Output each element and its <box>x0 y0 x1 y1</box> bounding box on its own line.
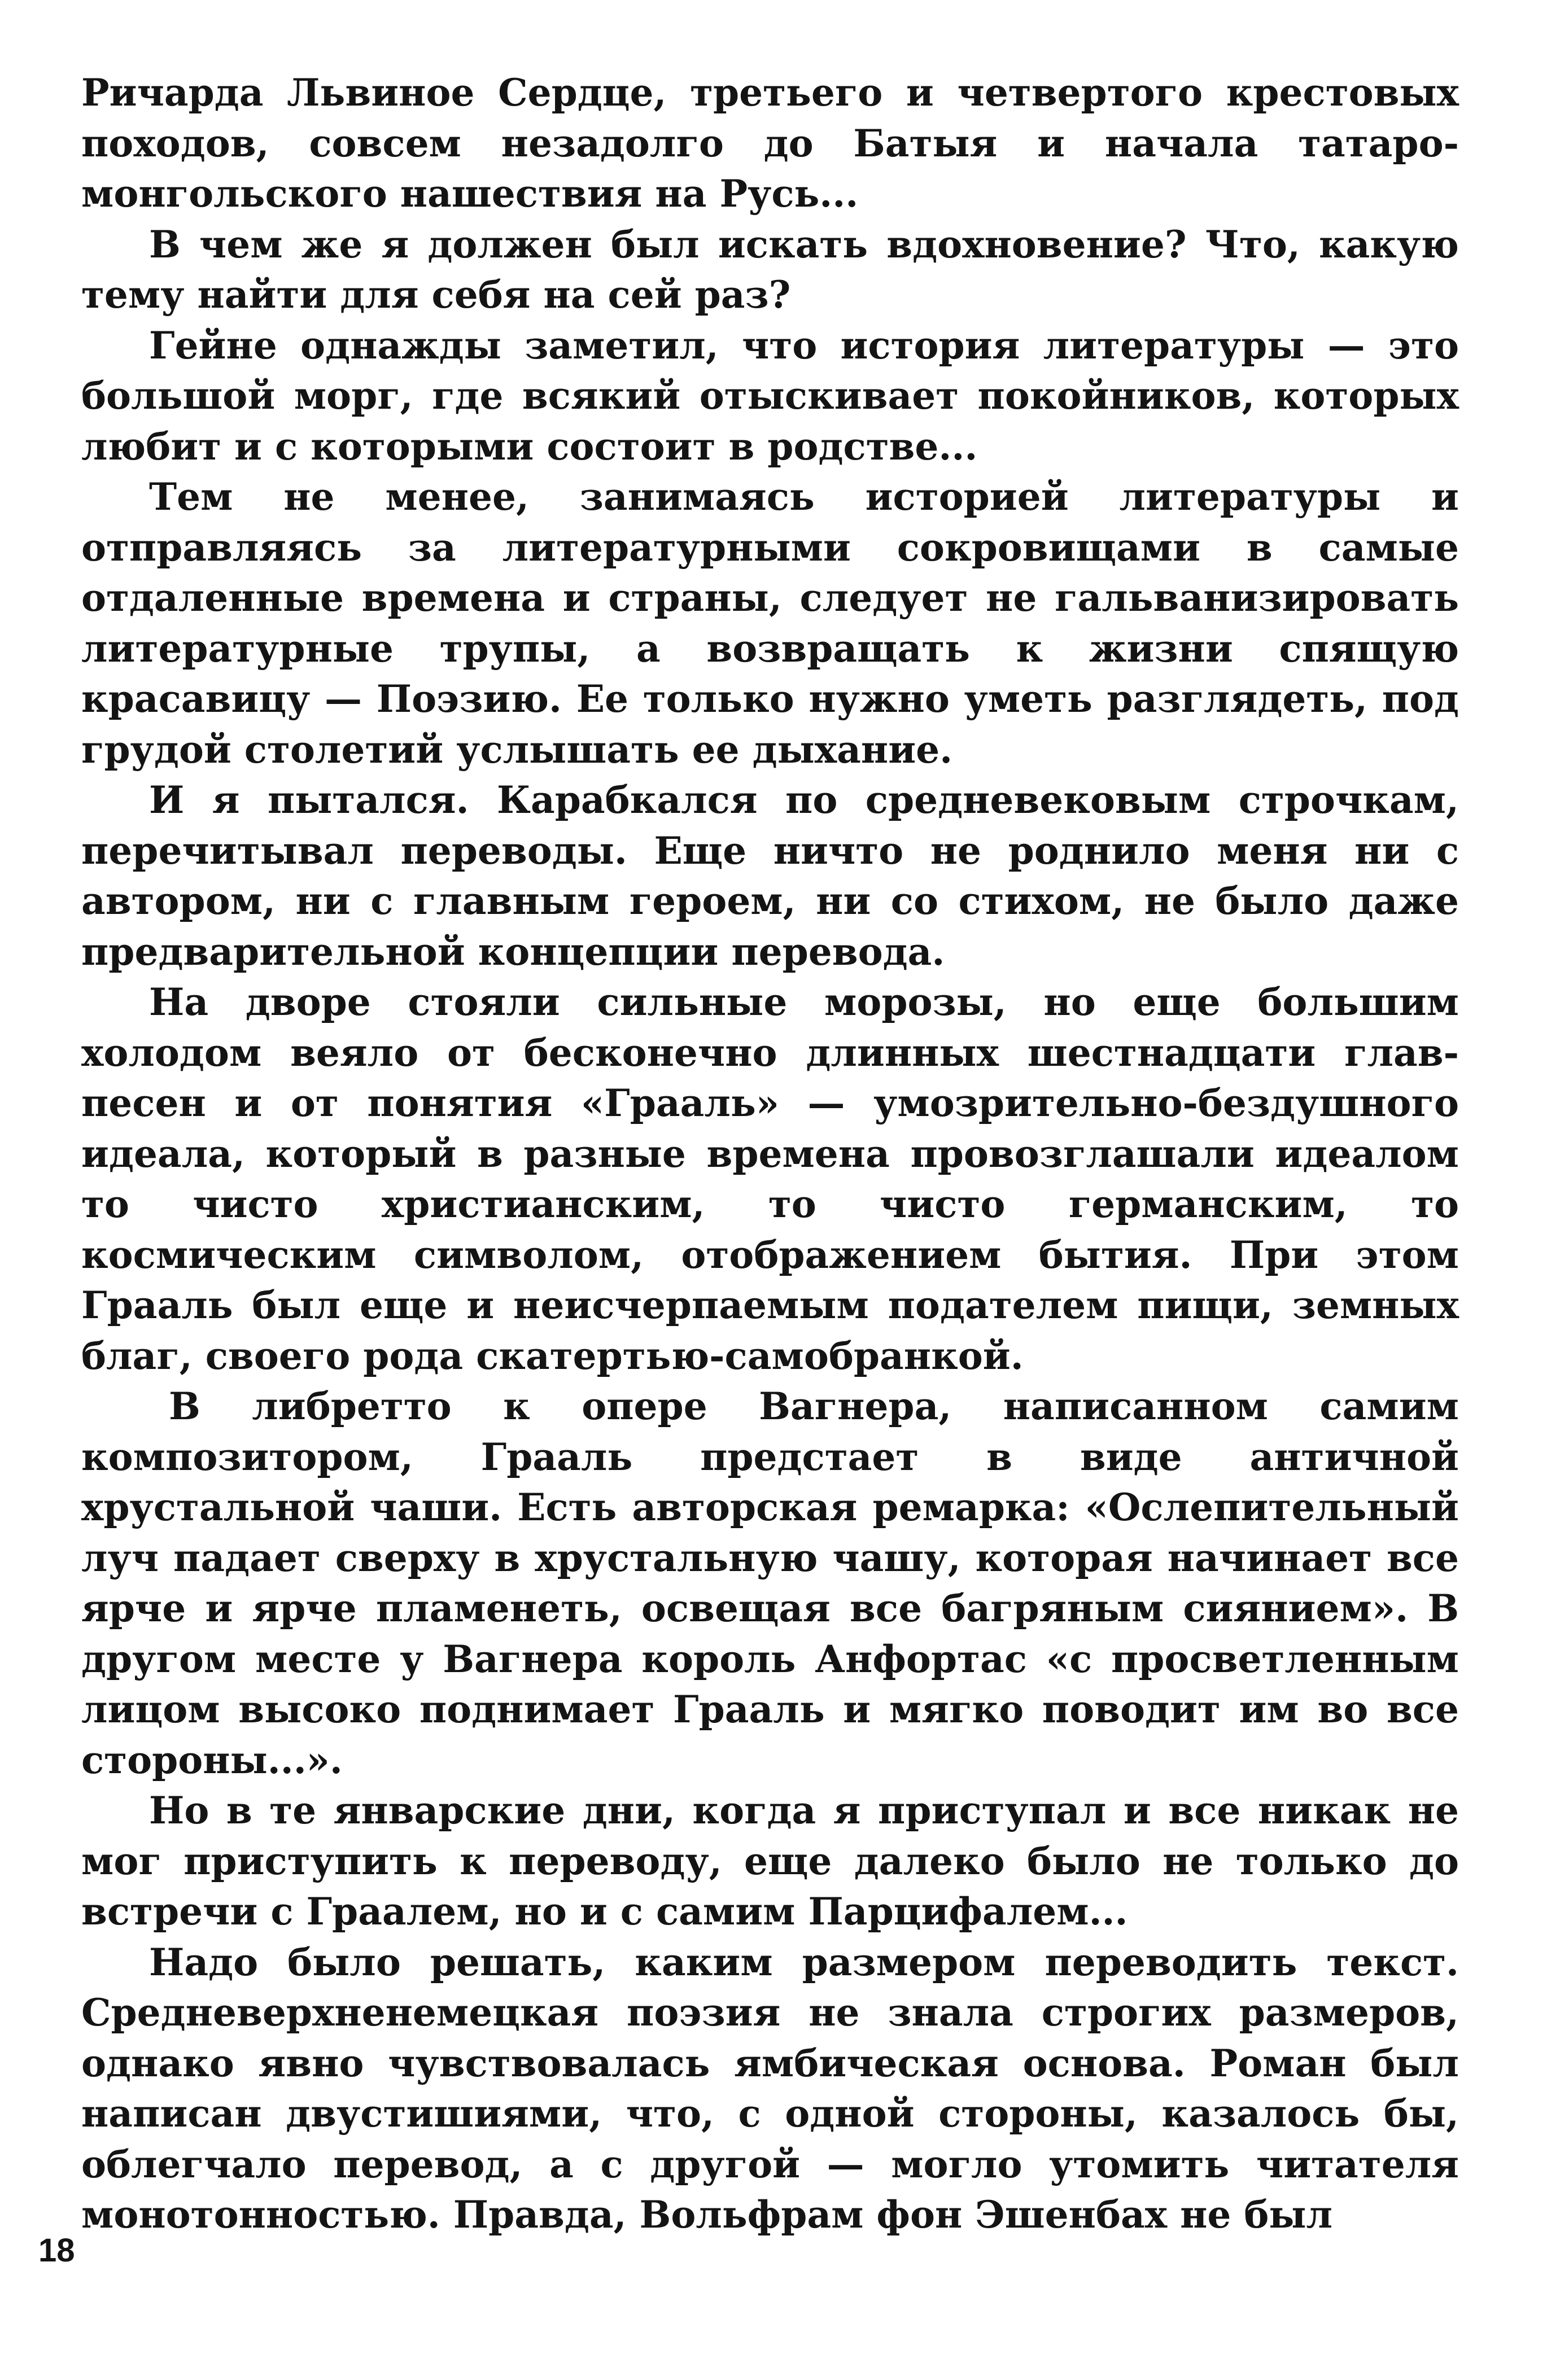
paragraph-3: Гейне однажды заметил, что история литературы — это большой морг, где всякий отыскивает покойников, которых любит и с которыми состоит в родстве... <box>81 323 1459 469</box>
paragraph-8: Но в те январские дни, когда я приступал и все никак не мог приступить к переводу, еще далеко было не только до встречи с Граалем, но и с самим Парцифалем... <box>81 1788 1459 1933</box>
body-text <box>81 68 1459 2241</box>
paragraph-2: В чем же я должен был искать вдохновение? Что, какую тему найти для себя на сей раз? <box>81 222 1459 317</box>
paragraph-9: Надо было решать, каким размером переводить текст. Средневерхненемецкая поэзия не знала строгих размеров, однако явно чувствовалась ямбическая основа. Роман был написан двустишиями, что, с одной стороны, казалось бы, облегчало перевод, а с другой — могло утомить читателя монотонностью. Правда, Вольфрам фон Эшенбах не был <box>81 1940 1459 2237</box>
paragraph-7: В либретто к опере Вагнера, написанном самим композитором, Грааль предстает в виде античной хрустальной чаши. Есть авторская ремарка: «Ослепительный луч падает сверху в хрустальную чашу, которая начинает все ярче и ярче пламенеть, освещая все багряным сиянием». В другом месте у Вагнера король Анфортас «с просветленным лицом высоко поднимает Грааль и мягко поводит им во все стороны...». <box>81 1384 1459 1782</box>
paragraph-4: Тем не менее, занимаясь историей литературы и отправляясь за литературными сокровищами в самые отдаленные времена и страны, следует не гальванизировать литературные трупы, а возвращать к жизни спящую красавицу — Поэзию. Ее только нужно уметь разглядеть, под грудой столетий услышать ее дыхание. <box>81 475 1459 772</box>
paragraph-1: Ричарда Львиное Сердце, третьего и четвертого крестовых походов, совсем незадолго до Батыя и начала татаро-монгольского нашествия на Русь... <box>81 71 1459 216</box>
paragraph-5: И я пытался. Карабкался по средневековым строчкам, перечитывал переводы. Еще ничто не роднило меня ни с автором, ни с главным героем, ни со стихом, не было даже предварительной концепции перевода. <box>81 778 1459 974</box>
page-number: 18 <box>38 2232 75 2269</box>
paragraph-6: На дворе стояли сильные морозы, но еще большим холодом веяло от бесконечно длинных шестнадцати глав-песен и от понятия «Грааль» — умозрительно-бездушного идеала, который в разные времена провозглашали идеалом то чисто христианским, то чисто германским, то космическим символом, отображением бытия. При этом Грааль был еще и неисчерпаемым подателем пищи, земных благ, своего рода скатертью-самобранкой. <box>81 980 1459 1378</box>
